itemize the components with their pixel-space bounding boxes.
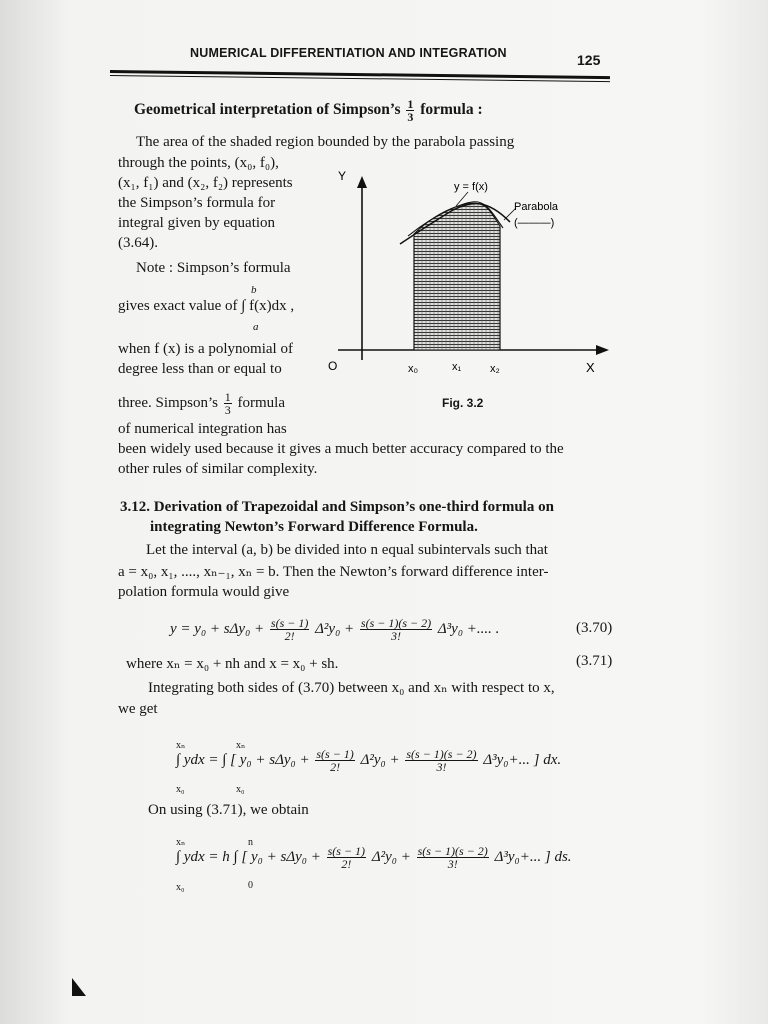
x-axis-label: X — [586, 360, 595, 375]
function-label: y = f(x) — [454, 181, 488, 193]
integral-limit: n — [248, 837, 253, 848]
body-line: (3.64). — [118, 235, 158, 251]
body-line: (x₁, f₁) and (x₂, f₂) represents — [118, 175, 293, 191]
body-line: Let the interval (a, b) be divided into n equal subintervals such that — [146, 542, 548, 558]
figure-caption: Fig. 3.2 — [442, 396, 484, 410]
heading-text-post: formula : — [420, 101, 483, 119]
integral-equation-1: ∫ ydx = ∫ [ y₀ + sΔy₀ + $\frac{s(s - 1)}{2!}$ Δ²y₀ + $\frac{s(s - 1)(s - 2)}{3!}$ Δ³y₀+... ] dx. — [176, 747, 562, 774]
body-line: polation formula would give — [118, 584, 290, 600]
parabola-key: (———) — [514, 217, 555, 229]
body-line: On using (3.71), we obtain — [148, 802, 309, 818]
body-line: through the points, (x₀, f₀), — [118, 155, 279, 171]
note-line: three. Simpson’s $\frac{1}{3}$ formula — [118, 390, 285, 417]
body-line: a = x₀, x₁, ...., xₙ₋₁, xₙ = b. Then the Newton’s forward difference inter- — [118, 564, 549, 580]
equation-371: where xₙ = x₀ + nh and x = x₀ + sh. — [126, 656, 339, 672]
body-line: the Simpson’s formula for — [118, 195, 276, 211]
body-line: other rules of similar complexity. — [118, 461, 318, 477]
page-number: 125 — [577, 52, 601, 68]
y-axis-arrow — [357, 176, 367, 188]
equation-number: (3.70) — [576, 620, 613, 636]
heading-fraction: $\frac{1}{3}$ — [407, 97, 414, 124]
note-line: Note : Simpson’s formula — [136, 260, 291, 276]
integral-limit: xₙ — [236, 740, 246, 751]
equation-370: y = y₀ + sΔy₀ + $\frac{s(s - 1)}{2!}$ Δ²y₀ + $\frac{s(s - 1)(s - 2)}{3!}$ Δ³y₀ +.... . — [170, 616, 500, 643]
integral-limit: x₀ — [176, 784, 185, 795]
integral-upper-limit: b — [251, 284, 257, 296]
y-axis-label: Y — [338, 169, 347, 183]
integral-limit: xₙ — [176, 740, 186, 751]
integral-limit: x₀ — [176, 882, 185, 893]
running-title: NUMERICAL DIFFERENTIATION AND INTEGRATION — [190, 46, 507, 60]
note-line: gives exact value of ∫ f(x)dx , — [118, 298, 295, 314]
x0-label: x₀ — [408, 363, 419, 375]
integral-limit: xₙ — [176, 837, 186, 848]
page-corner-mark — [72, 978, 86, 996]
section-312-title-cont: integrating Newton’s Forward Difference Formula. — [150, 519, 478, 535]
parabola-label: Parabola — [514, 201, 559, 213]
section-heading — [134, 98, 483, 123]
heading-text: Geometrical interpretation of Simpson’s — [134, 101, 401, 119]
simpson-figure — [328, 160, 618, 410]
body-line: The area of the shaded region bounded by the parabola passing — [136, 134, 515, 150]
integral-lower-limit: a — [253, 321, 259, 333]
shaded-region — [414, 203, 500, 350]
x2-label: x₂ — [490, 363, 500, 375]
x1-label: x₁ — [452, 361, 462, 373]
section-312-title: 3.12. Derivation of Trapezoidal and Simpson’s one-third formula on — [120, 499, 554, 515]
equation-number: (3.71) — [576, 653, 613, 669]
integral-equation-2: ∫ ydx = h ∫ [ y₀ + sΔy₀ + $\frac{s(s - 1)}{2!}$ Δ²y₀ + $\frac{s(s - 1)(s - 2)}{3!}$ Δ³y₀+... ] ds. — [176, 844, 572, 871]
note-line: when f (x) is a polynomial of — [118, 341, 293, 357]
body-line: Integrating both sides of (3.70) between x₀ and xₙ with respect to x, — [148, 680, 555, 696]
body-line: integral given by equation — [118, 215, 276, 231]
note-line: degree less than or equal to — [118, 361, 282, 377]
integral-limit: 0 — [248, 880, 253, 891]
body-line: been widely used because it gives a much better accuracy compared to the — [118, 441, 564, 457]
note-fraction: $\frac{1}{3}$ — [224, 390, 231, 417]
origin-label: O — [328, 359, 338, 373]
body-line: we get — [118, 701, 158, 717]
x-axis-arrow — [596, 345, 609, 355]
integral-limit: x₀ — [236, 784, 245, 795]
note-line: of numerical integration has — [118, 421, 287, 437]
